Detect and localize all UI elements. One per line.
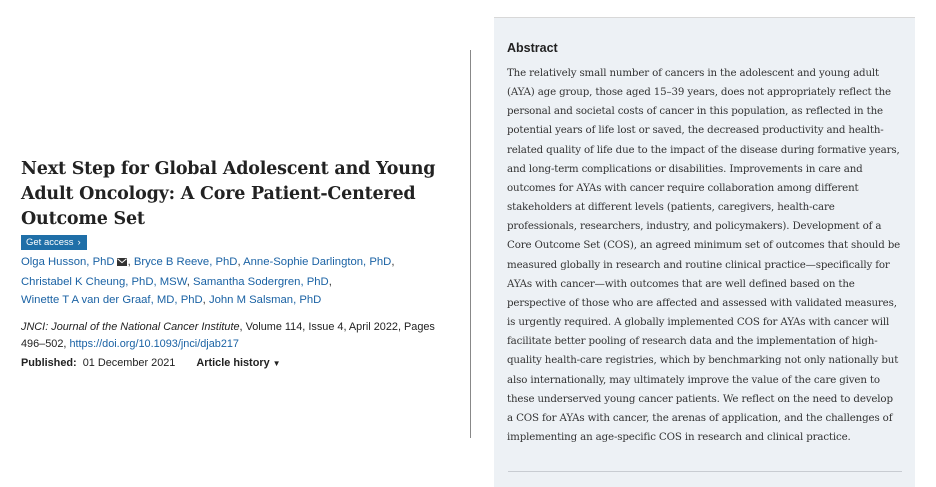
get-access-label: Get access (26, 237, 74, 248)
abstract-panel (494, 18, 915, 487)
abstract-text: The relatively small number of cancers in the adolescent and young adult (AYA) age group, those aged 15–39 years, does not appropriately reflect the personal and societal costs of cancer in this population, as reflected in the potential years of life lost or saved, the decreased productivity and health-related quality of life due to the impact of the disease during formative years, and long-term complications or disabilities. Improvements in care and outcomes for AYAs with cancer require collaboration among different stakeholders at different levels (patients, caregivers, health-care professionals, researchers, industry, and policymakers). Development of a Core Outcome Set (COS), an agreed minimum set of outcomes that should be measured globally in research and routine clinical practice—specifically for AYAs with cancer—with outcomes that are well defined based on the perspective of those who are affected and assessed with validated measures, is urgently required. A globally implemented COS for AYAs with cancer will facilitate better pooling of research data and the implementation of high-quality health-care registries, which by benchmarking not only nationally but also internationally, may ultimately improve the value of the care given to these underserved young cancer patients. We reflect on the need to develop a COS for AYAs with cancer, the arenas of application, and the challenges of implementing an age-specific COS in research and clinical practice. (507, 67, 901, 443)
citation-details: , Volume 114, Issue 4, April 2022, Pages 496–502, (21, 320, 435, 350)
author-link[interactable]: Samantha Sodergren, PhD (193, 275, 329, 288)
published-label: Published: (21, 356, 77, 369)
column-divider (470, 50, 471, 438)
author-link[interactable]: Winette T A van der Graaf, MD, PhD (21, 294, 203, 306)
doi-link[interactable]: https://doi.org/10.1093/jnci/djab217 (69, 338, 239, 350)
author-link[interactable]: Olga Husson, PhD (21, 256, 115, 268)
article-header (21, 157, 461, 372)
author-link[interactable]: Christabel K Cheung, PhD, MSW (21, 275, 187, 288)
citation (21, 319, 461, 354)
author-link[interactable]: John M Salsman, PhD (208, 294, 322, 306)
author-list: Olga Husson, PhD , Bryce B Reeve, PhD, Anne-Sophie Darlington, PhD, Christabel K Cheung, PhD, MSW, Samantha Sodergren, PhD, Winette T A van der Graaf, MD, PhD, John M Salsman, PhD (21, 256, 395, 306)
author-link[interactable]: Anne-Sophie Darlington, PhD (243, 256, 392, 268)
envelope-icon[interactable] (117, 254, 127, 273)
article-history-toggle[interactable] (196, 357, 280, 369)
publication-info (21, 355, 461, 372)
journal-name: JNCI: Journal of the National Cancer Institute (21, 320, 240, 333)
author-link[interactable]: Bryce B Reeve, PhD (133, 256, 238, 268)
abstract-heading: Abstract (507, 41, 558, 55)
caret-down-icon: ▼ (272, 358, 281, 368)
abstract-bottom-rule (508, 471, 902, 472)
chevron-right-icon: › (77, 237, 81, 248)
get-access-button[interactable] (21, 235, 87, 250)
published-date: 01 December 2021 (82, 356, 176, 369)
article-title: Next Step for Global Adolescent and Young Adult Oncology: A Core Patient-Centered Outcome Set (21, 159, 436, 229)
article-history-label: Article history (196, 356, 270, 369)
